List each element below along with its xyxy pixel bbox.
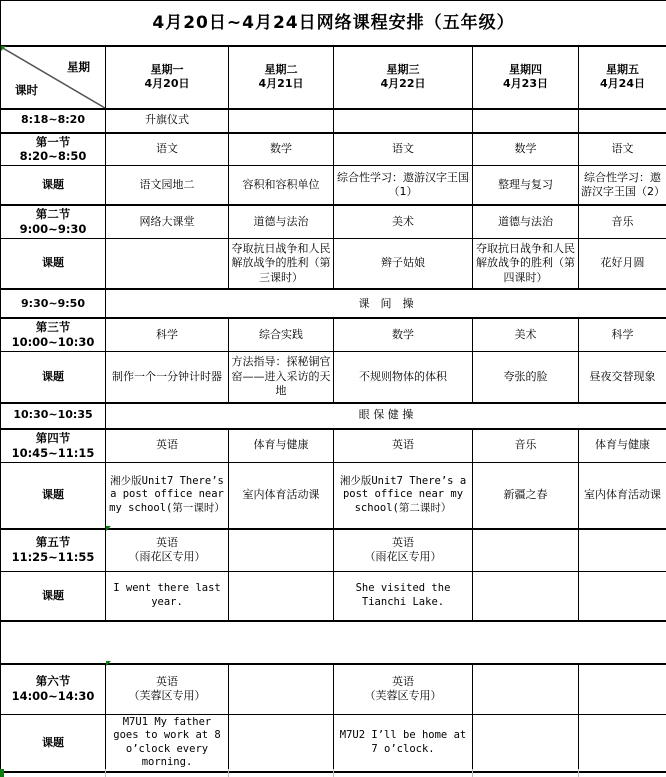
corner-header-cell[interactable] [1,46,106,109]
cell-empty[interactable] [229,714,334,772]
cell-sec1-wed-subject[interactable]: 语文 [334,133,473,166]
cell-sec3-thu-topic[interactable]: 夸张的脸 [473,352,579,403]
cell-empty[interactable] [473,664,579,714]
cell-sec1-tue-subject[interactable]: 数学 [229,133,334,166]
cell-sec6-wed-subject[interactable] [334,664,473,714]
cell-sec4-tue-topic[interactable]: 室内体育活动课 [229,462,334,529]
comment-marker-icon [106,526,111,531]
cell-sec2-thu-topic[interactable]: 夺取抗日战争和人民解放战争的胜利（第四课时） [473,238,579,289]
period-name: 第五节 [35,535,71,550]
cell-sec4-tue-subject[interactable]: 体育与健康 [229,429,334,462]
cell-sec3-mon-subject[interactable]: 科学 [106,318,229,351]
cell-empty[interactable] [473,109,579,133]
cell-sec1-period[interactable] [1,133,106,166]
cell-empty[interactable] [579,714,666,772]
cell-sec4-topic-label[interactable]: 课题 [1,462,106,529]
cell-sec2-wed-topic[interactable]: 辫子姑娘 [334,238,473,289]
day-name: 星期一 [150,62,184,76]
cell-empty[interactable] [229,529,334,571]
cell-sec2-mon-topic[interactable] [106,238,229,289]
subject-note: （雨花区专用） [128,550,206,564]
cell-sec6-wed-topic[interactable]: M7U2 I’ll be home at 7 o’clock. [334,714,473,772]
cell-empty[interactable] [229,664,334,714]
cell-sec4-thu-topic[interactable]: 新疆之春 [473,462,579,529]
cell-sec2-fri-topic[interactable]: 花好月圆 [579,238,666,289]
cell-empty[interactable] [229,109,334,133]
subject-note: （芙蓉区专用） [128,689,206,703]
cell-sec1-thu-subject[interactable]: 数学 [473,133,579,166]
cell-empty[interactable] [579,571,666,621]
subject-name: 英语 [392,535,414,549]
day-date: 4月20日 [144,77,190,90]
cell-sec5-wed-subject[interactable] [334,529,473,571]
header-day-wed[interactable] [334,46,473,109]
cell-sec3-fri-subject[interactable]: 科学 [579,318,666,351]
cell-sec2-mon-subject[interactable]: 网络大课堂 [106,205,229,238]
cell-sec1-wed-topic[interactable]: 综合性学习：遨游汉字王国（1） [334,166,473,205]
cell-sec6-mon-subject[interactable] [106,664,229,714]
cell-sec2-period[interactable] [1,205,106,238]
day-name: 星期四 [509,62,542,76]
cell-sec5-topic-label[interactable]: 课题 [1,571,106,621]
day-date: 4月24日 [600,77,645,90]
cell-sec4-period[interactable] [1,429,106,462]
cell-sec4-fri-subject[interactable]: 体育与健康 [579,429,666,462]
cell-empty[interactable] [579,109,666,133]
comment-marker-icon [1,46,6,51]
comment-marker-icon [106,661,111,666]
cell-empty[interactable] [229,571,334,621]
page-title: 4月20日~4月24日网络课程安排（五年级） [1,1,666,46]
subject-name: 英语 [392,674,414,688]
cell-sec2-wed-subject[interactable]: 美术 [334,205,473,238]
cell-sec1-thu-topic[interactable]: 整理与复习 [473,166,579,205]
cell-sec2-tue-subject[interactable]: 道德与法治 [229,205,334,238]
cell-break2-activity[interactable]: 眼 保 健 操 [106,403,666,429]
header-day-thu[interactable] [473,46,579,109]
cell-sec1-topic-label[interactable]: 课题 [1,166,106,205]
cell-sec4-mon-topic[interactable]: 湘少版Unit7 There’s a post office near my school(第一课时） [106,462,229,529]
cell-sec3-fri-topic[interactable]: 昼夜交替现象 [579,352,666,403]
gridline-stub [105,769,106,777]
subject-note: （芙蓉区专用） [364,689,442,703]
cell-empty[interactable] [473,571,579,621]
period-time: 9:00~9:30 [19,221,87,236]
subject-name: 英语 [156,674,178,688]
corner-week-label: 星期 [67,59,90,74]
period-time: 14:00~14:30 [11,689,95,704]
corner-period-label: 课时 [15,82,38,97]
cell-empty[interactable] [579,664,666,714]
period-name: 第一节 [35,134,71,149]
cell-empty[interactable] [334,109,473,133]
subject-note: （雨花区专用） [364,550,442,564]
cell-empty[interactable] [473,529,579,571]
cell-sec3-topic-label[interactable]: 课题 [1,352,106,403]
cell-sec5-period[interactable] [1,529,106,571]
cell-sec4-mon-subject[interactable]: 英语 [106,429,229,462]
cell-sec4-wed-subject[interactable]: 英语 [334,429,473,462]
header-day-tue[interactable] [229,46,334,109]
cell-sec4-fri-topic[interactable]: 室内体育活动课 [579,462,666,529]
cell-sec2-topic-label[interactable]: 课题 [1,238,106,289]
period-time: 8:20~8:50 [19,149,87,164]
cell-sec3-tue-topic[interactable]: 方法指导：探秘铜官窑——进入采访的天地 [229,352,334,403]
gridline-stub [472,769,473,777]
selection-handle[interactable] [0,769,4,777]
cell-sec3-tue-subject[interactable]: 综合实践 [229,318,334,351]
cell-empty[interactable] [579,529,666,571]
cell-sec6-mon-topic[interactable]: M7U1 My father goes to work at 8 o’clock every morning. [106,714,229,772]
period-name: 第四节 [35,430,71,445]
gridline-stub [333,769,334,777]
cell-sec2-tue-topic[interactable]: 夺取抗日战争和人民解放战争的胜利（第三课时） [229,238,334,289]
cell-break1-time[interactable]: 9:30~9:50 [1,289,106,318]
cell-sec3-mon-topic[interactable]: 制作一个一分钟计时器 [106,352,229,403]
diagonal-divider [1,47,105,108]
cell-sec5-mon-subject[interactable] [106,529,229,571]
cell-flag-mon[interactable]: 升旗仪式 [106,109,229,133]
cell-sec3-wed-subject[interactable]: 数学 [334,318,473,351]
cell-sec4-thu-subject[interactable]: 音乐 [473,429,579,462]
cell-sec1-fri-topic[interactable]: 综合性学习：遨游汉字王国（2） [579,166,666,205]
gridline-stub [578,769,579,777]
cell-sec2-fri-subject[interactable]: 音乐 [579,205,666,238]
cell-break1-activity[interactable]: 课 间 操 [106,289,666,318]
cell-sec5-wed-topic[interactable]: She visited the Tianchi Lake. [334,571,473,621]
header-day-mon[interactable] [106,46,229,109]
cell-sec5-mon-topic[interactable]: I went there last year. [106,571,229,621]
cell-sec1-mon-topic[interactable]: 语文园地二 [106,166,229,205]
day-date: 4月22日 [380,77,426,90]
header-day-fri[interactable] [579,46,666,109]
day-date: 4月23日 [503,77,548,90]
day-date: 4月21日 [258,77,304,90]
period-name: 第三节 [35,320,71,335]
cell-flag-time[interactable]: 8:18~8:20 [1,109,106,133]
cell-break2-time[interactable]: 10:30~10:35 [1,403,106,429]
period-time: 11:25~11:55 [11,550,95,565]
cell-sec3-wed-topic[interactable]: 不规则物体的体积 [334,352,473,403]
cell-sec2-thu-subject[interactable]: 道德与法治 [473,205,579,238]
period-name: 第二节 [35,206,71,221]
period-name: 第六节 [35,674,71,689]
day-name: 星期五 [606,62,639,76]
cell-spacer[interactable] [1,621,666,664]
cell-sec6-topic-label[interactable]: 课题 [1,714,106,772]
cell-sec4-wed-topic[interactable]: 湘少版Unit7 There’s a post office near my school(第二课时） [334,462,473,529]
cell-sec3-thu-subject[interactable]: 美术 [473,318,579,351]
day-name: 星期二 [264,62,298,76]
period-time: 10:45~11:15 [11,445,95,460]
cell-sec1-tue-topic[interactable]: 容积和容积单位 [229,166,334,205]
cell-sec6-period[interactable] [1,664,106,714]
day-name: 星期三 [386,62,420,76]
cell-empty[interactable] [473,714,579,772]
gridline-stub [228,769,229,777]
cell-sec1-fri-subject[interactable]: 语文 [579,133,666,166]
period-time: 10:00~10:30 [11,335,95,350]
subject-name: 英语 [156,535,178,549]
cell-sec3-period[interactable] [1,318,106,351]
cell-sec1-mon-subject[interactable]: 语文 [106,133,229,166]
